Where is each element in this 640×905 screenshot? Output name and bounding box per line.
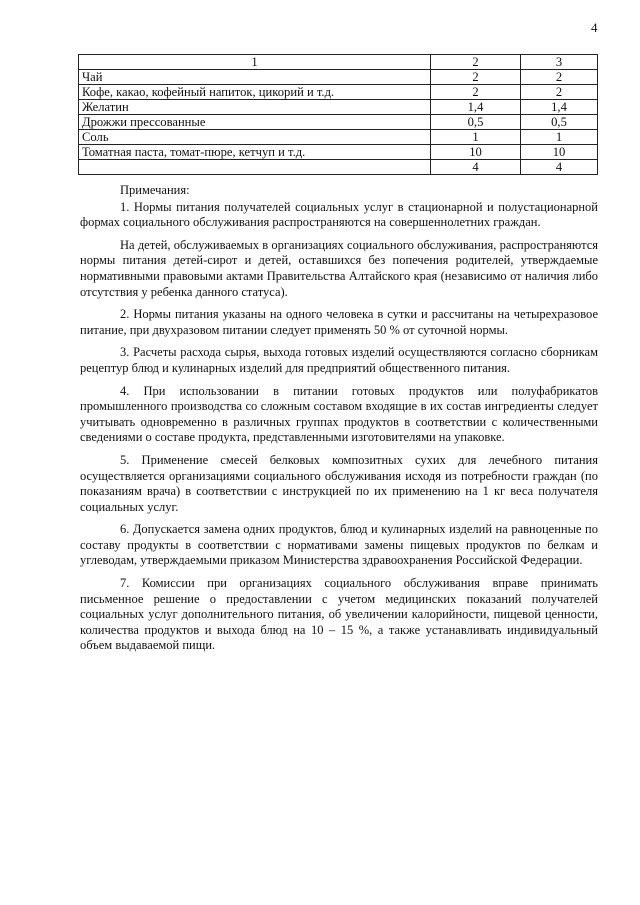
note-paragraph: 2. Нормы питания указаны на одного человека в сутки и рассчитаны на четырехразовое питание, при двухразовом питании следует применять 50 % от суточной нормы. <box>80 307 598 337</box>
norm-value-cell: 10 <box>431 145 521 160</box>
table-row <box>79 145 598 160</box>
table-row <box>79 70 598 85</box>
note-paragraph: 4. При использовании в питании готовых продуктов или полуфабрикатов промышленного производства со сложным составом входящие в их состав ингредиенты следует учитывать одновременно в различных группах продуктов в соответствии с количественными сведениями о составе продукта, представленными изготовителями на упаковке. <box>80 383 598 445</box>
table-row <box>79 160 598 175</box>
product-name-cell <box>79 160 431 175</box>
table-row <box>79 85 598 100</box>
product-name-cell: Чай <box>79 70 431 85</box>
product-name-cell: Желатин <box>79 100 431 115</box>
product-name-cell: Дрожжи прессованные <box>79 115 431 130</box>
norm-value-cell: 0,5 <box>521 115 598 130</box>
norm-value-cell: 2 <box>431 85 521 100</box>
norm-value-cell: 2 <box>431 70 521 85</box>
page-number: 4 <box>591 20 598 35</box>
table-header-row <box>79 55 598 70</box>
note-paragraph: На детей, обслуживаемых в организациях социального обслуживания, распространяются нормы питания детей-сирот и детей, оставшихся без попечения родителей, утверждаемые нормативными правовыми актами Правительства Алтайского края (независимо от наличия либо отсутствия у ребенка данного статуса). <box>80 237 598 299</box>
note-paragraph: 6. Допускается замена одних продуктов, блюд и кулинарных изделий на равноценные по составу продукты в соответствии с нормативами замены пищевых продуктов по белкам и углеводам, утверждаемыми приказом Министерства здравоохранения Российской Федерации. <box>80 522 598 568</box>
norm-value-cell: 4 <box>521 160 598 175</box>
table-row <box>79 115 598 130</box>
norm-value-cell: 2 <box>521 85 598 100</box>
food-norms-table <box>78 54 598 175</box>
norm-value-cell: 1 <box>521 130 598 145</box>
norm-value-cell: 2 <box>521 70 598 85</box>
norm-value-cell: 1,4 <box>431 100 521 115</box>
note-paragraph: 3. Расчеты расхода сырья, выхода готовых изделий осуществляются согласно сборникам рецептур блюд и кулинарных изделий для предприятий общественного питания. <box>80 345 598 375</box>
notes-title: Примечания: <box>120 183 190 197</box>
product-name-cell: Кофе, какао, кофейный напиток, цикорий и т.д. <box>79 85 431 100</box>
table-row <box>79 100 598 115</box>
table-header-cell: 3 <box>521 55 598 70</box>
product-name-cell: Томатная паста, томат-пюре, кетчуп и т.д. <box>79 145 431 160</box>
product-name-cell: Соль <box>79 130 431 145</box>
note-paragraph: 1. Нормы питания получателей социальных услуг в стационарной и полустационарной формах социального обслуживания распространяются на совершеннолетних граждан. <box>80 199 598 230</box>
note-paragraph: 5. Применение смесей белковых композитных сухих для лечебного питания осуществляется организациями социального обслуживания исходя из потребности граждан (по показаниям врача) в соответствии с инструкцией по их применению на 1 кг веса получателя социальных услуг. <box>80 452 598 514</box>
norm-value-cell: 0,5 <box>431 115 521 130</box>
table-header-cell: 1 <box>79 55 431 70</box>
notes-section <box>80 183 598 661</box>
norm-value-cell: 1 <box>431 130 521 145</box>
norm-value-cell: 10 <box>521 145 598 160</box>
table-row <box>79 130 598 145</box>
norm-value-cell: 4 <box>431 160 521 175</box>
table-header-cell: 2 <box>431 55 521 70</box>
note-paragraph: 7. Комиссии при организациях социального обслуживания вправе принимать письменное решение о предоставлении с учетом медицинских показаний получателей социальных услуг дополнительного питания, об увеличении калорийности, пищевой ценности, количества продуктов и выхода блюд на 10 – 15 %, а также устанавливать индивидуальный объем выдаваемой пищи. <box>80 576 598 653</box>
norm-value-cell: 1,4 <box>521 100 598 115</box>
